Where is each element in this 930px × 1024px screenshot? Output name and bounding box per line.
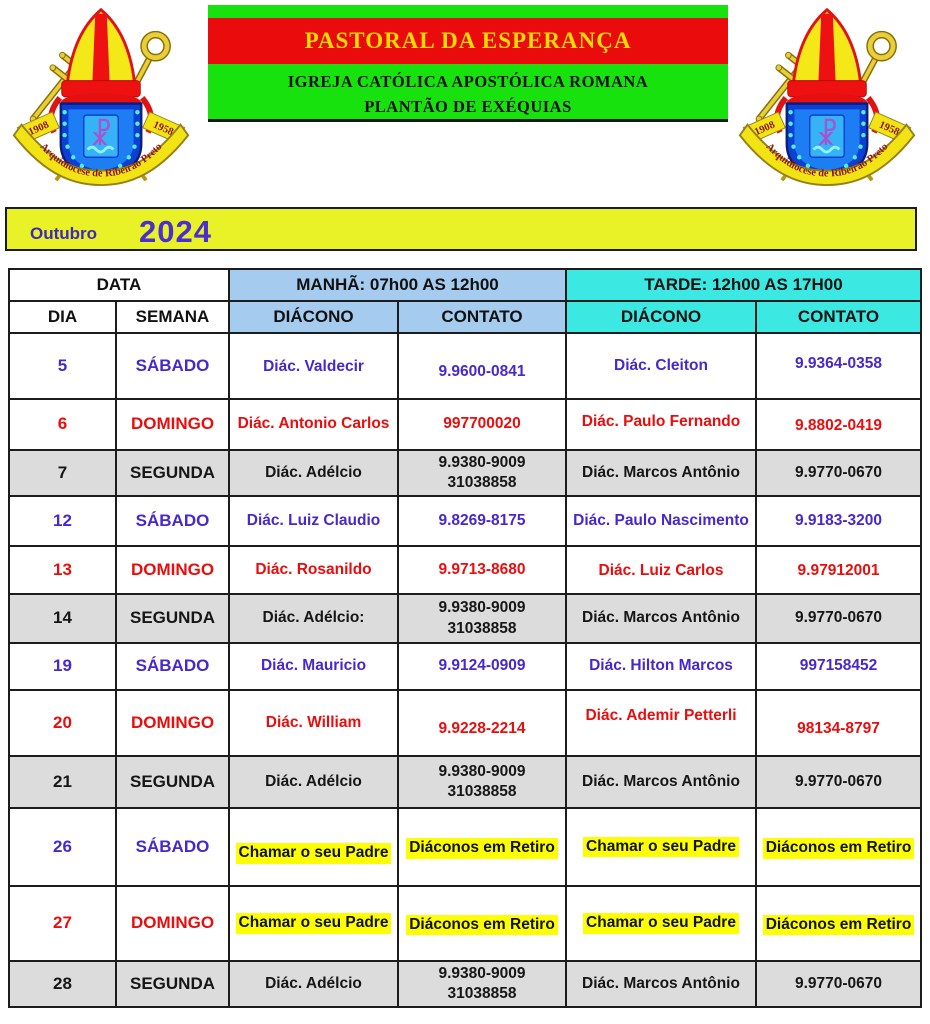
cell-text: 31038858 <box>447 985 517 1002</box>
morning-contact-cell <box>398 546 566 594</box>
day-cell <box>9 546 116 594</box>
morning-deacon-cell <box>229 333 398 399</box>
morning-contact-cell <box>398 594 566 643</box>
day-cell <box>9 450 116 496</box>
table-row <box>9 546 921 594</box>
afternoon-contact-cell <box>756 808 921 886</box>
table-row <box>9 808 921 886</box>
morning-contact-cell <box>398 886 566 961</box>
afternoon-deacon-cell <box>566 399 756 450</box>
afternoon-deacon-cell <box>566 546 756 594</box>
table-row <box>9 961 921 1007</box>
archdiocese-crest-right <box>732 4 922 186</box>
table-row <box>9 886 921 961</box>
weekday-label: DOMINGO <box>130 559 215 579</box>
cell-text: 98134-8797 <box>797 720 880 738</box>
weekday-cell <box>116 496 229 546</box>
cell-text: Diác. Marcos Antônio <box>582 609 740 627</box>
cell-text: Diác. Adélcio <box>265 772 362 790</box>
cell-text: Diác. Mauricio <box>260 657 367 675</box>
cell-text: Diác. Ademir Petterli <box>585 707 737 725</box>
weekday-cell <box>116 594 229 643</box>
cell-text: Diác. Luiz Carlos <box>598 562 724 580</box>
cell-text: 9.9770-0670 <box>794 609 883 627</box>
afternoon-deacon-cell <box>566 643 756 690</box>
group-header-afternoon: TARDE: 12h00 AS 17H00 <box>566 269 921 301</box>
cell-text: Diác. Luiz Claudio <box>246 511 381 529</box>
cell-text: 9.8269-8175 <box>438 511 526 529</box>
morning-deacon-cell <box>229 594 398 643</box>
cell-text: Chamar o seu Padre <box>236 843 392 863</box>
cell-text: Diác. Adélcio <box>265 974 362 992</box>
header-banner <box>208 5 728 122</box>
afternoon-deacon-cell <box>566 333 756 399</box>
afternoon-contact-cell <box>756 643 921 690</box>
weekday-label: SÁBADO <box>135 836 210 856</box>
afternoon-deacon-cell <box>566 690 756 756</box>
column-header-morning-diacono: DIÁCONO <box>229 301 398 333</box>
cell-text: Diác. William <box>265 713 362 731</box>
morning-deacon-cell <box>229 808 398 886</box>
morning-contact-cell <box>398 690 566 756</box>
morning-contact-cell <box>398 756 566 808</box>
morning-contact-cell <box>398 961 566 1007</box>
afternoon-contact-cell <box>756 399 921 450</box>
cell-text: Diáconos em Retiro <box>406 915 558 935</box>
afternoon-contact-cell <box>756 756 921 808</box>
afternoon-contact-cell <box>756 886 921 961</box>
weekday-cell <box>116 961 229 1007</box>
morning-contact-cell <box>398 399 566 450</box>
cell-text: 9.9228-2214 <box>438 720 526 738</box>
cell-text: Diáconos em Retiro <box>763 915 915 935</box>
weekday-label: SÁBADO <box>135 355 210 375</box>
day-number: 7 <box>57 462 68 482</box>
day-cell <box>9 643 116 690</box>
table-row <box>9 643 921 690</box>
group-header-morning: MANHÃ: 07h00 AS 12h00 <box>229 269 566 301</box>
cell-text: 31038858 <box>447 474 517 491</box>
afternoon-deacon-cell <box>566 496 756 546</box>
weekday-label: SEGUNDA <box>129 771 215 791</box>
cell-text: Diác. Cleiton <box>614 356 708 374</box>
group-header-data: DATA <box>9 269 229 301</box>
day-number: 20 <box>53 712 72 732</box>
table-row <box>9 690 921 756</box>
cell-text: 9.9380-9009 <box>438 453 526 471</box>
morning-contact-cell <box>398 643 566 690</box>
morning-deacon-cell <box>229 690 398 756</box>
table-row <box>9 399 921 450</box>
cell-text: 31038858 <box>447 783 517 800</box>
morning-deacon-cell <box>229 756 398 808</box>
day-cell <box>9 756 116 808</box>
cell-text: Diác. Marcos Antônio <box>582 463 740 481</box>
day-cell <box>9 594 116 643</box>
table-row <box>9 496 921 546</box>
weekday-label: DOMINGO <box>130 913 215 933</box>
table-row <box>9 450 921 496</box>
table-row <box>9 756 921 808</box>
day-number: 6 <box>57 414 68 434</box>
day-cell <box>9 961 116 1007</box>
cell-text: 9.9380-9009 <box>438 762 526 780</box>
day-number: 12 <box>53 510 72 530</box>
afternoon-contact-cell <box>756 961 921 1007</box>
table-row <box>9 333 921 399</box>
day-cell <box>9 690 116 756</box>
cell-text: Diác. Valdecir <box>263 358 364 376</box>
day-number: 13 <box>53 559 72 579</box>
cell-text: Diác. Adélcio <box>265 463 362 481</box>
cell-text: Diáconos em Retiro <box>763 838 915 858</box>
weekday-label: SÁBADO <box>135 656 210 676</box>
day-cell <box>9 496 116 546</box>
cell-text: 9.9770-0670 <box>794 772 883 790</box>
afternoon-deacon-cell <box>566 808 756 886</box>
afternoon-deacon-cell <box>566 594 756 643</box>
subtitle-duty: PLANTÃO DE EXÉQUIAS <box>364 97 572 116</box>
cell-text: Diác. Antonio Carlos <box>237 415 390 433</box>
morning-contact-cell <box>398 808 566 886</box>
afternoon-deacon-cell <box>566 961 756 1007</box>
column-header-afternoon-diacono: DIÁCONO <box>566 301 756 333</box>
column-header-morning-contato: CONTATO <box>398 301 566 333</box>
schedule-body <box>9 333 921 1007</box>
subtitle-church: IGREJA CATÓLICA APOSTÓLICA ROMANA <box>287 72 649 91</box>
morning-deacon-cell <box>229 399 398 450</box>
afternoon-contact-cell <box>756 496 921 546</box>
cell-text: 9.9380-9009 <box>438 599 526 617</box>
weekday-cell <box>116 886 229 961</box>
cell-text: 9.8802-0419 <box>794 416 883 434</box>
table-row <box>9 594 921 643</box>
day-number: 5 <box>57 355 68 375</box>
page-title: PASTORAL DA ESPERANÇA <box>304 28 632 53</box>
weekday-label: DOMINGO <box>130 712 215 732</box>
weekday-label: SÁBADO <box>135 510 210 530</box>
cell-text: 9.9124-0909 <box>438 657 526 675</box>
weekday-label: DOMINGO <box>130 414 215 434</box>
cell-text: 9.9713-8680 <box>438 560 526 578</box>
morning-deacon-cell <box>229 961 398 1007</box>
cell-text: 31038858 <box>447 619 517 637</box>
month-label: Outubro <box>30 224 98 243</box>
day-number: 26 <box>53 836 72 856</box>
weekday-cell <box>116 450 229 496</box>
day-cell <box>9 808 116 886</box>
cell-text: Diác. Marcos Antônio <box>582 974 740 992</box>
morning-contact-cell <box>398 496 566 546</box>
cell-text: Chamar o seu Padre <box>236 913 392 933</box>
weekday-cell <box>116 643 229 690</box>
cell-text: Chamar o seu Padre <box>583 837 739 857</box>
cell-text: Chamar o seu Padre <box>583 913 739 933</box>
year-label: 2024 <box>139 214 213 249</box>
weekday-label: SEGUNDA <box>129 973 215 993</box>
weekday-cell <box>116 333 229 399</box>
cell-text: 9.9380-9009 <box>438 964 526 982</box>
cell-text: 9.9770-0670 <box>794 463 883 481</box>
cell-text: Diác. Paulo Fernando <box>581 413 741 431</box>
column-header-dia: DIA <box>9 301 116 333</box>
cell-text: Diác. Marcos Antônio <box>582 772 740 790</box>
cell-text: 997158452 <box>799 657 878 675</box>
day-number: 19 <box>53 656 72 676</box>
cell-text: 9.9183-3200 <box>794 511 883 529</box>
afternoon-deacon-cell <box>566 886 756 961</box>
cell-text: Diác. Rosanildo <box>255 560 372 578</box>
weekday-cell <box>116 756 229 808</box>
weekday-cell <box>116 808 229 886</box>
day-cell <box>9 399 116 450</box>
weekday-label: SEGUNDA <box>129 462 215 482</box>
cell-text: 9.9364-0358 <box>794 354 883 372</box>
cell-text: 9.97912001 <box>797 562 880 580</box>
cell-text: Diác. Adélcio: <box>262 609 365 627</box>
morning-contact-cell <box>398 450 566 496</box>
afternoon-contact-cell <box>756 546 921 594</box>
morning-deacon-cell <box>229 450 398 496</box>
afternoon-contact-cell <box>756 333 921 399</box>
afternoon-contact-cell <box>756 690 921 756</box>
day-number: 27 <box>53 913 72 933</box>
day-cell <box>9 886 116 961</box>
day-number: 28 <box>53 973 72 993</box>
cell-text: Diáconos em Retiro <box>406 838 558 858</box>
day-cell <box>9 333 116 399</box>
afternoon-contact-cell <box>756 594 921 643</box>
column-header-semana: SEMANA <box>116 301 229 333</box>
cell-text: Diác. Paulo Nascimento <box>573 511 749 529</box>
morning-deacon-cell <box>229 886 398 961</box>
morning-deacon-cell <box>229 643 398 690</box>
title-stripe <box>208 18 728 64</box>
afternoon-deacon-cell <box>566 450 756 496</box>
weekday-cell <box>116 399 229 450</box>
archdiocese-crest-left <box>6 4 196 186</box>
cell-text: 997700020 <box>443 415 521 433</box>
schedule-table-wrapper <box>8 268 922 1008</box>
day-number: 14 <box>53 608 72 628</box>
weekday-cell <box>116 546 229 594</box>
afternoon-contact-cell <box>756 450 921 496</box>
column-header-afternoon-contato: CONTATO <box>756 301 921 333</box>
schedule-table <box>8 268 922 1008</box>
day-number: 21 <box>53 771 72 791</box>
afternoon-deacon-cell <box>566 756 756 808</box>
morning-deacon-cell <box>229 546 398 594</box>
cell-text: 9.9770-0670 <box>794 974 883 992</box>
weekday-cell <box>116 690 229 756</box>
cell-text: 9.9600-0841 <box>438 363 526 381</box>
cell-text: Diác. Hilton Marcos <box>589 657 733 675</box>
month-bar <box>5 207 917 251</box>
morning-deacon-cell <box>229 496 398 546</box>
morning-contact-cell <box>398 333 566 399</box>
weekday-label: SEGUNDA <box>129 608 215 628</box>
